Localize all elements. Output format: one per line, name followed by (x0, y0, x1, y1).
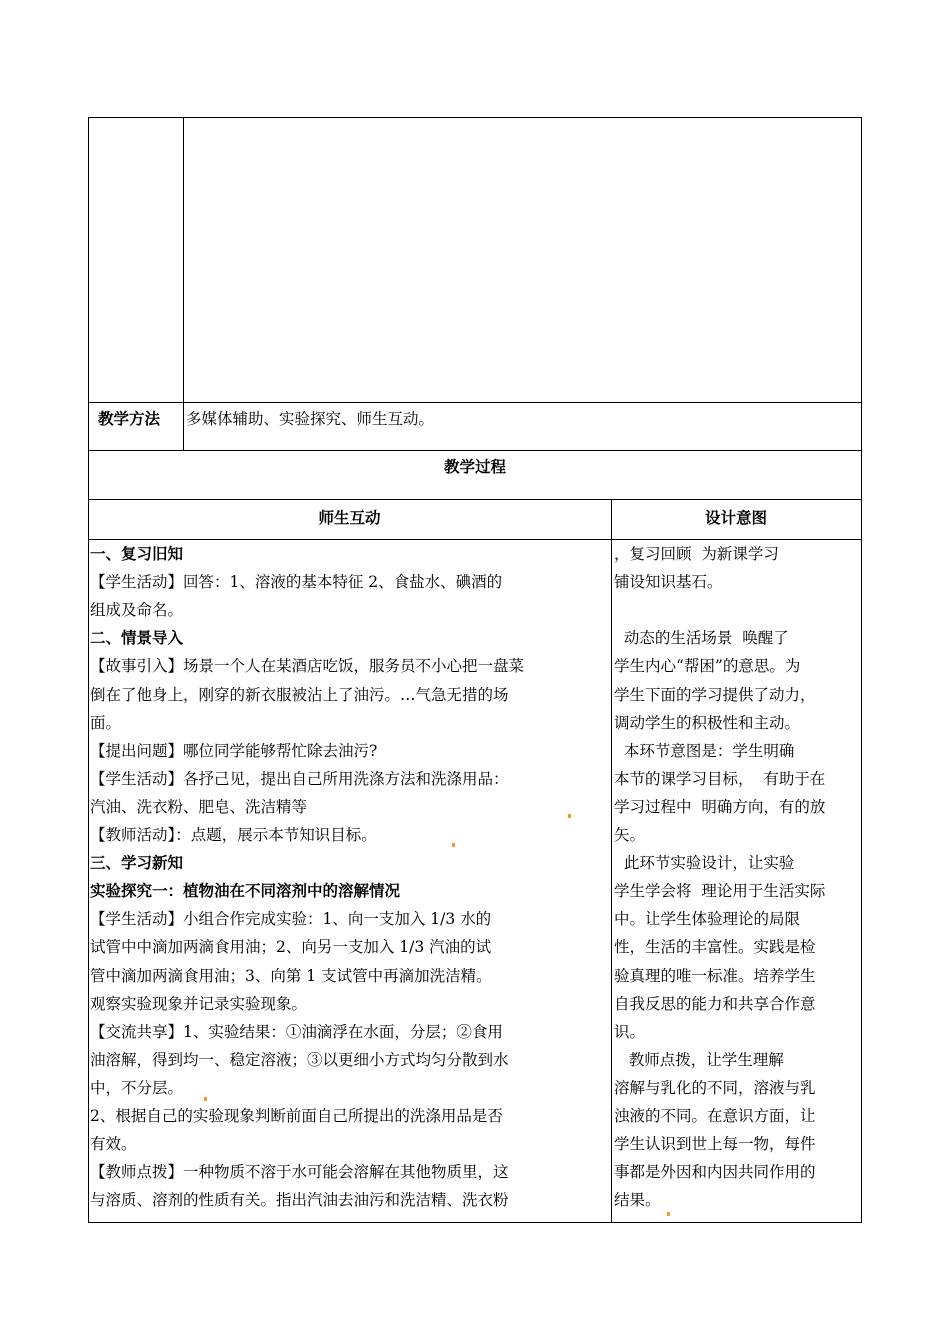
label-column-divider (183, 117, 184, 451)
right-line: 浊液的不同。在意识方面，让 (614, 1107, 816, 1125)
left-line: 试管中中滴加两滴食用油；2、向另一支加入 1/3 汽油的试 (90, 938, 492, 957)
right-line: 调动学生的积极性和主动。 (614, 713, 801, 732)
right-line: 本节的课学习目标， 有助于在 (614, 769, 826, 788)
left-line: 一、复习旧知 (90, 545, 184, 563)
left-line: 二、情景导入 (90, 629, 184, 648)
table-left-border (88, 117, 89, 1223)
right-line: 学生下面的学习提供了动力， (614, 685, 816, 704)
content-column-divider (611, 499, 612, 1223)
right-line: 矢。 (614, 826, 646, 844)
right-column-header: 设计意图 (704, 509, 767, 527)
right-line: 性，生活的丰富性。实践是检 (614, 938, 816, 957)
table-bottom-border (88, 1222, 862, 1223)
right-line: 学生认识到世上每一物，每件 (614, 1135, 816, 1154)
row-divider-method-bottom (88, 450, 862, 451)
left-line: 【学生活动】回答：1、溶液的基本特征 2、食盐水、碘酒的 (90, 573, 503, 592)
table-right-border (861, 117, 862, 1223)
right-line: 事都是外因和内因共同作用的 (614, 1163, 816, 1182)
left-line: 【教师活动】：点题，展示本节知识目标。 (90, 826, 377, 844)
right-line: 学生内心“帮困”的意思。为 (614, 657, 801, 676)
decorative-dot (568, 814, 571, 818)
left-line: 面。 (90, 713, 122, 732)
row-divider-method-top (88, 402, 862, 403)
row-divider-process-bottom (88, 499, 862, 500)
right-line: 铺设知识基石。 (614, 573, 723, 592)
right-line (614, 599, 860, 621)
right-line: 溶解与乳化的不同，溶液与乳 (614, 1078, 816, 1097)
right-line: 此环节实验设计，让实验 (614, 854, 795, 873)
right-line: 动态的生活场景 唤醒了 (614, 629, 789, 648)
right-line: 自我反思的能力和共享合作意 (614, 994, 816, 1013)
left-line: 管中滴加两滴食用油；3、向第 1 支试管中再滴加洗洁精。 (90, 966, 492, 985)
left-line: 组成及命名。 (90, 601, 184, 620)
left-line: 【提出问题】哪位同学能够帮忙除去油污? (90, 741, 378, 760)
left-line: 2、根据自己的实验现象判断前面自己所提出的洗涤用品是否 (90, 1107, 503, 1125)
left-line: 倒在了他身上，刚穿的新衣服被沾上了油污。…气急无措的场 (90, 685, 509, 704)
left-column-header: 师生互动 (318, 509, 381, 527)
decorative-dot (204, 1097, 207, 1101)
right-line: 本环节意图是：学生明确 (614, 741, 795, 760)
right-line: 验真理的唯一标准。培养学生 (614, 966, 816, 985)
table-top-border (88, 117, 862, 118)
row-divider-columns-bottom (88, 539, 862, 540)
right-line: 识。 (614, 1022, 646, 1041)
right-line: 学生学会将 理论用于生活实际 (614, 882, 826, 901)
left-line: 中，不分层。 (90, 1078, 184, 1097)
right-line: 教师点拨，让学生理解 (614, 1050, 784, 1069)
process-header: 教学过程 (443, 458, 506, 476)
right-line: 结果。 (614, 1191, 661, 1210)
left-line: 【学生活动】小组合作完成实验：1、向一支加入 1/3 水的 (90, 910, 492, 929)
left-line: 实验探究一：植物油在不同溶剂中的溶解情况 (90, 882, 401, 901)
left-line: 【学生活动】各抒己见，提出自己所用洗涤方法和洗涤用品： (90, 769, 509, 788)
right-line: ，复习回顾 为新课学习 (614, 545, 779, 563)
left-line: 三、学习新知 (90, 854, 184, 873)
right-line: 中。让学生体验理论的局限 (614, 910, 801, 929)
left-line: 有效。 (90, 1135, 137, 1154)
left-line: 汽油、洗衣粉、肥皂、洗洁精等 (90, 797, 308, 816)
left-line: 油溶解，得到均一、稳定溶液；③以更细小方式均匀分散到水 (90, 1050, 509, 1069)
left-line: 观察实验现象并记录实验现象。 (90, 994, 308, 1013)
decorative-dot (667, 1212, 670, 1216)
left-line: 与溶质、溶剂的性质有关。指出汽油去油污和洗洁精、洗衣粉 (90, 1191, 509, 1210)
left-line: 【教师点拨】一种物质不溶于水可能会溶解在其他物质里，这 (90, 1163, 509, 1182)
method-value: 多媒体辅助、实验探究、师生互动。 (186, 410, 435, 428)
left-line: 【交流共享】1、实验结果：①油滴浮在水面，分层；②食用 (90, 1022, 503, 1041)
decorative-dot (452, 843, 455, 847)
right-line: 学习过程中 明确方向，有的放 (614, 797, 826, 816)
method-label: 教学方法 (98, 410, 161, 428)
left-line: 【故事引入】场景一个人在某酒店吃饭，服务员不小心把一盘菜 (90, 657, 525, 676)
